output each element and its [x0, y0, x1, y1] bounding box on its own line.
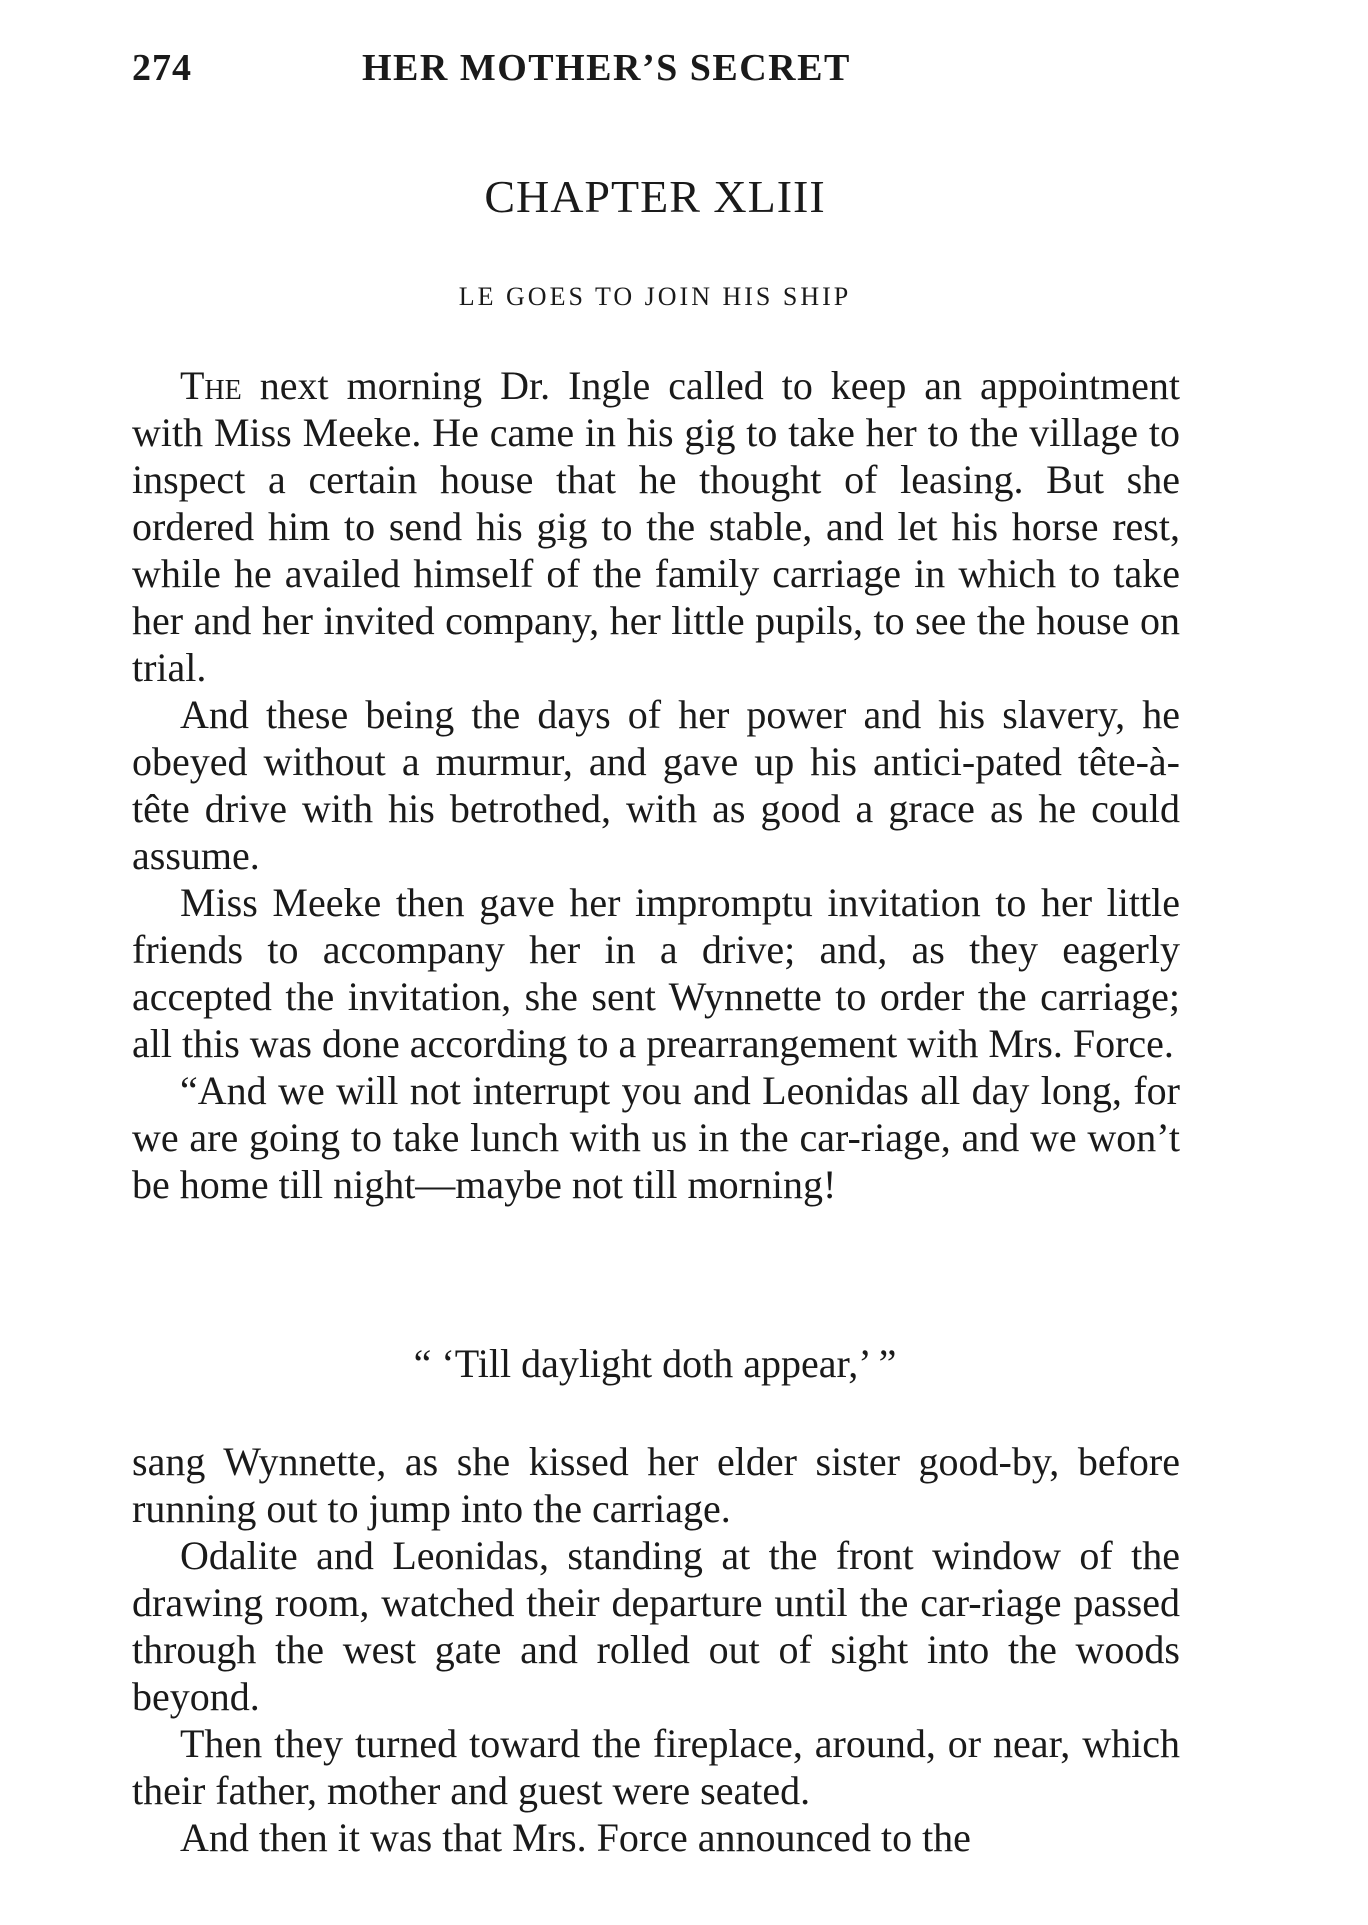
body-text-upper	[132, 362, 1180, 1208]
page-number: 274	[132, 47, 192, 89]
paragraph: Miss Meeke then gave her impromptu invitation to her little friends to accompany her in a drive; and, as they eagerly accepted the invitation, she sent Wynnette to order the carriage; all this was done according to a prearrangement with Mrs. Force.	[132, 880, 1180, 1066]
body-text-lower	[132, 1438, 1180, 1861]
paragraph-lead-word: The	[180, 363, 242, 408]
paragraph: Then they turned toward the fireplace, around, or near, which their father, mother and guest were seated.	[132, 1721, 1180, 1813]
running-head	[132, 46, 1182, 96]
paragraph: And then it was that Mrs. Force announced to the	[180, 1815, 971, 1860]
chapter-title: CHAPTER XLIII	[484, 171, 826, 222]
paragraph-text: next morning Dr. Ingle called to keep an appointment with Miss Meeke. He came in his gig to take her to the village to inspect a certain house that he thought of leasing. But she ordered him to send his gig to the stable, and let his horse rest, while he availed himself of the family carriage in which to take her and her invited company, her little pupils, to see the house on trial.	[132, 363, 1180, 690]
paragraph: “And we will not interrupt you and Leonidas all day long, for we are going to take lunch with us in the car-riage, and we won’t be home till night—maybe not till morning!	[132, 1068, 1180, 1207]
verse-quotation: “ ‘Till daylight doth appear,’ ”	[413, 1341, 897, 1386]
paragraph: And these being the days of her power and his slavery, he obeyed without a murmur, and gave up his antici-pated tête-à-tête drive with his betrothed, with as good a grace as he could assume.	[132, 692, 1180, 878]
paragraph: sang Wynnette, as she kissed her elder sister good-by, before running out to jump into the carriage.	[132, 1439, 1180, 1531]
paragraph	[132, 362, 1180, 691]
running-title: HER MOTHER’S SECRET	[362, 47, 851, 89]
chapter-subtitle: LE GOES TO JOIN HIS SHIP	[458, 282, 852, 311]
paragraph: Odalite and Leonidas, standing at the front window of the drawing room, watched their departure until the car-riage passed through the west gate and rolled out of sight into the woods beyond.	[132, 1533, 1180, 1719]
